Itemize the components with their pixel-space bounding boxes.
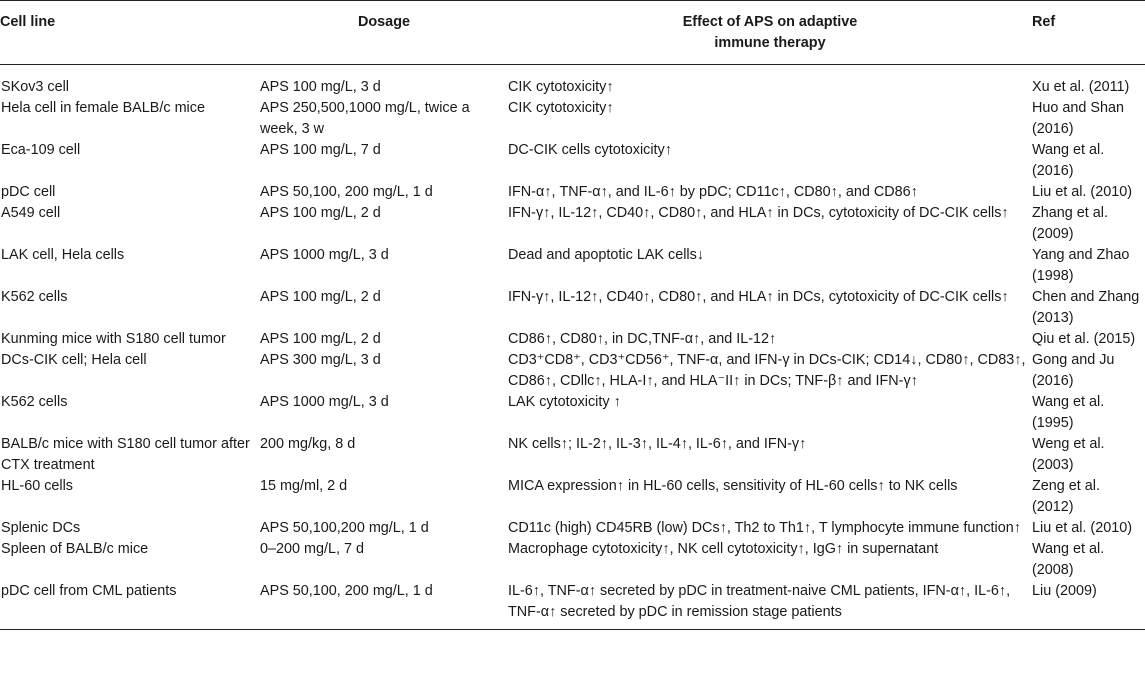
table-row: [0, 518, 1145, 539]
dosage-cell: APS 300 mg/L, 3 d: [260, 352, 381, 368]
dosage-cell: APS 50,100, 200 mg/L, 1 d: [260, 184, 433, 200]
dosage-cell: 0–200 mg/L, 7 d: [260, 541, 365, 557]
table-row: [0, 392, 1145, 434]
dosage-cell: 15 mg/ml, 2 d: [260, 478, 348, 494]
cell-line-cell: Kunming mice with S180 cell tumor: [1, 331, 226, 347]
table-row: [0, 245, 1145, 287]
ref-cell: Weng et al. (2003): [1032, 436, 1105, 473]
ref-cell: Huo and Shan (2016): [1032, 100, 1125, 137]
dosage-cell: APS 250,500,1000 mg/L, twice a week, 3 w: [260, 100, 470, 137]
header-row: [0, 1, 1145, 65]
header-cell-line: Cell line: [0, 1, 260, 65]
effect-cell: CIK cytotoxicity↑: [508, 100, 614, 116]
header-effect-label: Effect of APS on adaptive immune therapy: [682, 14, 858, 51]
cell-line-cell: DCs-CIK cell; Hela cell: [1, 352, 147, 368]
table-row: [0, 203, 1145, 245]
ref-cell: Yang and Zhao (1998): [1032, 247, 1130, 284]
table-row: [0, 182, 1145, 203]
dosage-cell: APS 100 mg/L, 2 d: [260, 331, 381, 347]
cell-line-cell: K562 cells: [1, 394, 68, 410]
effect-cell: IFN-γ↑, IL-12↑, CD40↑, CD80↑, and HLA↑ in DCs, cytotoxicity of DC-CIK cells↑: [508, 289, 1009, 305]
dosage-cell: APS 100 mg/L, 2 d: [260, 289, 381, 305]
effect-cell: MICA expression↑ in HL-60 cells, sensitivity of HL-60 cells↑ to NK cells: [508, 478, 958, 494]
effect-cell: DC-CIK cells cytotoxicity↑: [508, 142, 672, 158]
dosage-cell: APS 1000 mg/L, 3 d: [260, 247, 389, 263]
table-row: [0, 98, 1145, 140]
table-row: [0, 581, 1145, 630]
effect-cell: Macrophage cytotoxicity↑, NK cell cytotoxicity↑, IgG↑ in supernatant: [508, 541, 939, 557]
cell-line-cell: BALB/c mice with S180 cell tumor after CTX treatment: [1, 436, 250, 473]
effect-cell: IFN-γ↑, IL-12↑, CD40↑, CD80↑, and HLA↑ in DCs, cytotoxicity of DC-CIK cells↑: [508, 205, 1009, 221]
header-ref: Ref: [1032, 1, 1145, 65]
ref-cell: Gong and Ju (2016): [1032, 352, 1115, 389]
dosage-cell: APS 100 mg/L, 2 d: [260, 205, 381, 221]
ref-cell: Liu et al. (2010): [1032, 520, 1132, 536]
ref-cell: Zhang et al. (2009): [1032, 205, 1109, 242]
table-row: [0, 476, 1145, 518]
ref-cell: Wang et al. (1995): [1032, 394, 1105, 431]
table-row: [0, 65, 1145, 99]
effect-cell: IFN-α↑, TNF-α↑, and IL-6↑ by pDC; CD11c↑, CD80↑, and CD86↑: [508, 184, 918, 200]
cell-line-cell: HL-60 cells: [1, 478, 73, 494]
cell-line-cell: pDC cell: [1, 184, 56, 200]
dosage-cell: APS 100 mg/L, 7 d: [260, 142, 381, 158]
table-row: [0, 434, 1145, 476]
ref-cell: Zeng et al. (2012): [1032, 478, 1100, 515]
ref-cell: Wang et al. (2016): [1032, 142, 1105, 179]
cell-line-cell: Eca-109 cell: [1, 142, 81, 158]
effect-cell: CD86↑, CD80↑, in DC,TNF-α↑, and IL-12↑: [508, 331, 777, 347]
table-row: [0, 140, 1145, 182]
cell-line-cell: A549 cell: [1, 205, 61, 221]
header-effect: [508, 1, 1032, 65]
table-row: [0, 287, 1145, 329]
table-row: [0, 350, 1145, 392]
cell-line-cell: pDC cell from CML patients: [0, 581, 260, 630]
dosage-cell: APS 100 mg/L, 3 d: [260, 79, 381, 95]
cell-line-cell: Hela cell in female BALB/c mice: [1, 100, 205, 116]
dosage-cell: APS 50,100, 200 mg/L, 1 d: [260, 581, 508, 630]
ref-cell: Liu (2009): [1032, 581, 1145, 630]
cell-line-cell: SKov3 cell: [1, 79, 69, 95]
effect-cell: LAK cytotoxicity ↑: [508, 394, 621, 410]
cell-line-cell: Splenic DCs: [1, 520, 81, 536]
table-row: [0, 539, 1145, 581]
ref-cell: Chen and Zhang (2013): [1032, 289, 1140, 326]
table-header: [0, 1, 1145, 65]
ref-cell: Qiu et al. (2015): [1032, 331, 1136, 347]
dosage-cell: 200 mg/kg, 8 d: [260, 436, 356, 452]
effect-cell: IL-6↑, TNF-α↑ secreted by pDC in treatment-naive CML patients, IFN-α↑, IL-6↑, TNF-α↑ secreted by pDC in remission stage patients: [508, 581, 1032, 630]
cell-line-cell: Spleen of BALB/c mice: [1, 541, 149, 557]
cell-line-cell: LAK cell, Hela cells: [1, 247, 125, 263]
effect-cell: CD3⁺CD8⁺, CD3⁺CD56⁺, TNF-α, and IFN-γ in DCs-CIK; CD14↓, CD80↑, CD83↑, CD86↑, CDllc↑, HLA-I↑, and HLA⁻II↑ in DCs; TNF-β↑ and IFN-γ↑: [508, 352, 1026, 389]
ref-cell: Wang et al. (2008): [1032, 541, 1105, 578]
effect-cell: NK cells↑; IL-2↑, IL-3↑, IL-4↑, IL-6↑, and IFN-γ↑: [508, 436, 807, 452]
cell-line-cell: K562 cells: [1, 289, 68, 305]
table-row: [0, 329, 1145, 350]
effect-cell: CD11c (high) CD45RB (low) DCs↑, Th2 to Th1↑, T lymphocyte immune function↑: [508, 520, 1021, 536]
effect-cell: Dead and apoptotic LAK cells↓: [508, 247, 704, 263]
effect-cell: CIK cytotoxicity↑: [508, 79, 614, 95]
dosage-cell: APS 1000 mg/L, 3 d: [260, 394, 389, 410]
ref-cell: Xu et al. (2011): [1032, 79, 1130, 95]
header-dosage: Dosage: [260, 1, 508, 65]
ref-cell: Liu et al. (2010): [1032, 184, 1132, 200]
dosage-cell: APS 50,100,200 mg/L, 1 d: [260, 520, 429, 536]
table-body: [0, 65, 1145, 630]
